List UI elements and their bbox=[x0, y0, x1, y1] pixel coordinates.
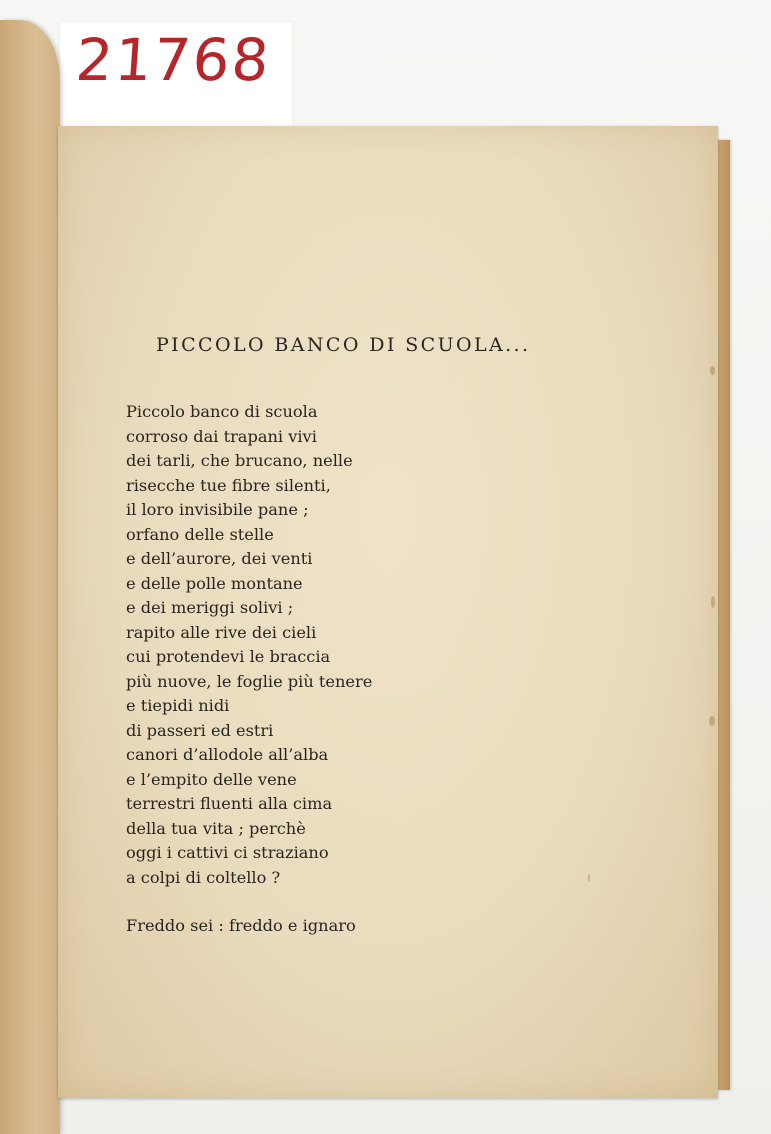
poem-line: terrestri fluenti alla cima bbox=[126, 794, 333, 813]
poem-line: e dei meriggi solivi ; bbox=[126, 598, 294, 617]
book-page bbox=[58, 126, 718, 1098]
poem-line: canori d’allodole all’alba bbox=[126, 745, 329, 764]
poem-line: il loro invisibile pane ; bbox=[126, 500, 309, 519]
poem-line: e l’empito delle vene bbox=[126, 769, 297, 789]
poem-line: e delle polle montane bbox=[126, 573, 303, 593]
poem-line: risecche tue fibre silenti, bbox=[126, 475, 331, 495]
poem-line: orfano delle stelle bbox=[126, 524, 274, 544]
poem-line: Piccolo banco di scuola bbox=[126, 402, 318, 421]
poem-title: PICCOLO BANCO DI SCUOLA... bbox=[156, 334, 531, 356]
left-page-edge bbox=[0, 20, 60, 1134]
poem-line: più nuove, le foglie più tenere bbox=[126, 671, 373, 691]
foxing-spot bbox=[709, 716, 715, 726]
foxing-spot bbox=[588, 874, 590, 882]
foxing-spot bbox=[710, 366, 715, 375]
poem-line: cui protendevi le braccia bbox=[126, 647, 331, 666]
poem-line: rapito alle rive dei cieli bbox=[126, 622, 317, 642]
poem-next-stanza-line: Freddo sei : freddo e ignaro bbox=[126, 916, 356, 935]
poem-line: della tua vita ; perchè bbox=[126, 818, 306, 838]
poem-line: a colpi di coltello ? bbox=[126, 867, 281, 887]
inventory-number: 21768 bbox=[73, 26, 273, 94]
poem-line: dei tarli, che brucano, nelle bbox=[126, 451, 353, 470]
poem-line: e dell’aurore, dei venti bbox=[126, 549, 313, 568]
foxing-spot bbox=[711, 596, 715, 608]
poem-line: e tiepidi nidi bbox=[126, 696, 230, 715]
poem-line: di passeri ed estri bbox=[126, 720, 274, 740]
poem-line: corroso dai trapani vivi bbox=[126, 426, 317, 446]
poem-line: oggi i cattivi ci straziano bbox=[126, 843, 329, 862]
poem-stanza bbox=[126, 400, 372, 890]
